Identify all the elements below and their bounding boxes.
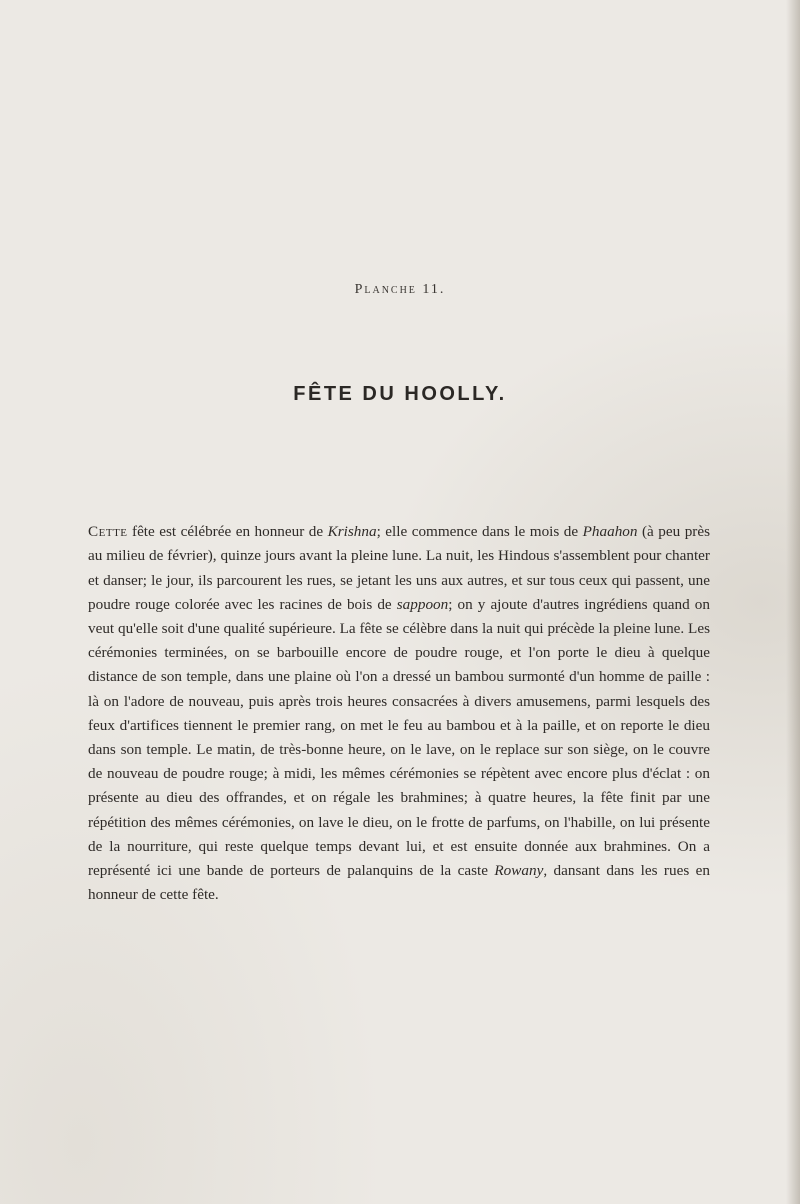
plate-label: Planche 11. — [354, 282, 446, 297]
page-edge-shadow — [786, 0, 800, 1204]
italic-term-rowany: Rowany — [494, 862, 544, 880]
text-segment: , dansant dans les rues en honneur de cette fête. — [88, 862, 710, 904]
page-title: FÊTE DU HOOLLY. — [293, 383, 507, 405]
text-segment: ; on y ajoute d'autres ingrédiens quand on veut qu'elle soit d'une qualité supérieure. La fête se célèbre dans la nuit qui précède la pleine lune. Les cérémonies terminées, on se barbouille encore de poudre rouge, et l'on porte le dieu à quelque distance de son temple, dans une plaine où l'on a dressé un bambou surmonté d'un homme de paille : là on l'adore de nouveau, puis après trois heures consacrées à divers amusemens, parmi lesquels des feux d'artifices tiennent le premier rang, on met le feu au bambou et à la paille, et on reporte le dieu dans son temple. Le matin, de très-bonne heure, on le lave, on le replace sur son siège, on le couvre de nouveau de poudre rouge; à midi, les mêmes cérémonies se répètent avec encore plus d'éclat : on présente au dieu des offrandes, et on régale les brahmines; à quatre heures, la fête finit par une répétition des mêmes cérémonies, on lave le dieu, on le frotte de parfums, on l'habille, on lui présente de la nourriture, qui reste quelque temps devant lui, et est ensuite donnée aux brahmines. On a représenté ici une bande de porteurs de palanquins de la caste — [88, 595, 710, 880]
body-paragraph — [88, 520, 710, 907]
text-segment: fête est célébrée en honneur de — [127, 523, 328, 541]
italic-term-phaahon: Phaahon — [582, 523, 638, 541]
italic-term-krishna: Krishna — [327, 523, 377, 541]
italic-term-sappoon: sappoon — [396, 595, 449, 613]
text-segment: ; elle commence dans le mois de — [376, 523, 583, 541]
text-segment: (à peu près au milieu de février), quinze jours avant la pleine lune. La nuit, les Hindous s'assemblent pour chanter et danser; le jour, ils parcourent les rues, se jetant les uns aux autres, et sur tous ceux qui passent, une poudre rouge colorée avec les racines de bois de — [88, 523, 710, 613]
lead-word: Cette — [88, 523, 128, 541]
